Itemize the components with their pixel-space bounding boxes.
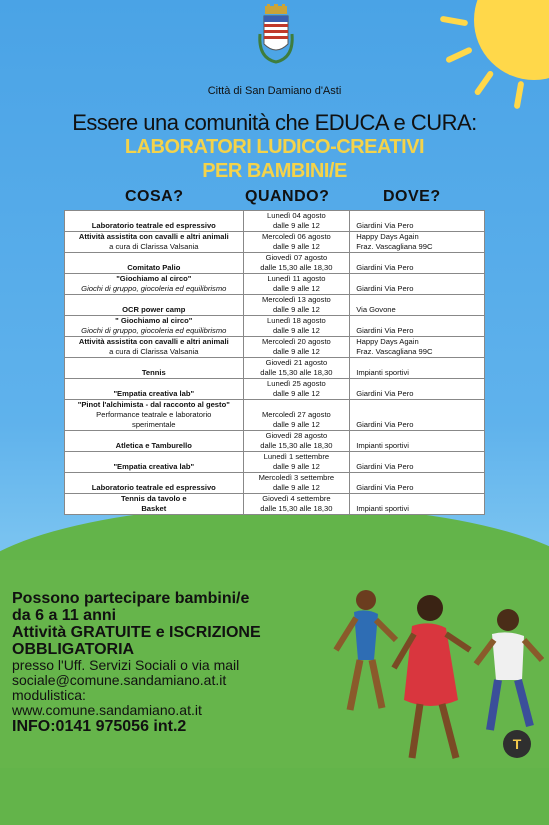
- table-row: [65, 494, 485, 515]
- eligibility-line: Possono partecipare bambini/e: [12, 590, 250, 607]
- website-link[interactable]: www.comune.sandamiano.at.it: [12, 702, 202, 718]
- place-cell: Via Govone: [350, 295, 485, 316]
- activity-cell: Attività assistita con cavalli e altri animali a cura di Clarissa Valsania: [65, 232, 244, 253]
- date-cell: Lunedì 1 settembre dalle 9 alle 12: [243, 452, 350, 473]
- table-row: [65, 295, 485, 316]
- date-cell: Giovedì 4 settembre dalle 15,30 alle 18,30: [243, 494, 350, 515]
- column-header-what: COSA?: [125, 188, 184, 205]
- table-row: [65, 452, 485, 473]
- table-row: [65, 358, 485, 379]
- place-cell: Giardini Via Pero: [350, 274, 485, 295]
- activity-cell: Laboratorio teatrale ed espressivo: [65, 211, 244, 232]
- subtitle-line-1: LABORATORI LUDICO-CREATIVI: [124, 136, 425, 158]
- date-cell: Lunedì 18 agosto dalle 9 alle 12: [243, 316, 350, 337]
- subtitle-line-2: PER BAMBINI/E: [202, 160, 347, 182]
- activity-cell: "Pinot l'alchimista - dal racconto al gesto" Performance teatrale e laboratorio sperimentale: [65, 400, 244, 431]
- table-row: [65, 253, 485, 274]
- table-row: [65, 232, 485, 253]
- column-header-when: QUANDO?: [245, 188, 330, 205]
- table-row: [65, 400, 485, 431]
- date-cell: Mercoledì 13 agosto dalle 9 alle 12: [243, 295, 350, 316]
- place-cell: Impianti sportivi: [350, 494, 485, 515]
- info-phone: INFO:0141 975056 int.2: [12, 718, 187, 735]
- place-cell: Giardini Via Pero: [350, 473, 485, 494]
- place-cell: Giardini Via Pero: [350, 253, 485, 274]
- activity-cell: Laboratorio teatrale ed espressivo: [65, 473, 244, 494]
- date-cell: Lunedì 04 agosto dalle 9 alle 12: [243, 211, 350, 232]
- free-activities: Attività GRATUITE e ISCRIZIONE: [12, 624, 261, 641]
- place-cell: Giardini Via Pero: [350, 400, 485, 431]
- place-cell: Giardini Via Pero: [350, 211, 485, 232]
- schedule-table: [64, 210, 485, 515]
- crest-icon: [256, 4, 296, 80]
- place-cell: Giardini Via Pero: [350, 452, 485, 473]
- svg-text:T: T: [512, 736, 522, 752]
- activity-cell: Tennis da tavolo e Basket: [65, 494, 244, 515]
- place-cell: Happy Days Again Fraz. Vascagliana 99C: [350, 232, 485, 253]
- activity-cell: "Empatia creativa lab": [65, 379, 244, 400]
- place-cell: Giardini Via Pero: [350, 379, 485, 400]
- table-row: [65, 473, 485, 494]
- email-address[interactable]: sociale@comune.sandamiano.at.it: [12, 672, 227, 688]
- table-row: [65, 316, 485, 337]
- activity-cell: Atletica e Tamburello: [65, 431, 244, 452]
- registration-where: presso l'Uff. Servizi Sociali o via mail: [12, 657, 240, 673]
- date-cell: Mercoledì 27 agosto dalle 9 alle 12: [243, 400, 350, 431]
- date-cell: Lunedì 11 agosto dalle 9 alle 12: [243, 274, 350, 295]
- activity-cell: Tennis: [65, 358, 244, 379]
- city-name: Città di San Damiano d'Asti: [207, 85, 342, 97]
- date-cell: Giovedì 21 agosto dalle 15,30 alle 18,30: [243, 358, 350, 379]
- place-cell: Impianti sportivi: [350, 431, 485, 452]
- table-row: [65, 379, 485, 400]
- logo-icon: [503, 730, 531, 758]
- activity-cell: Attività assistita con cavalli e altri animali a cura di Clarissa Valsania: [65, 337, 244, 358]
- forms-label: modulistica:: [12, 687, 86, 703]
- date-cell: Giovedì 07 agosto dalle 15,30 alle 18,30: [243, 253, 350, 274]
- page-title: Essere una comunità che EDUCA e CURA:: [72, 110, 477, 135]
- activity-cell: " Giochiamo al circo" Giochi di gruppo, giocoleria ed equilibrismo: [65, 316, 244, 337]
- place-cell: Impianti sportivi: [350, 358, 485, 379]
- date-cell: Lunedì 25 agosto dalle 9 alle 12: [243, 379, 350, 400]
- table-row: [65, 274, 485, 295]
- place-cell: Giardini Via Pero: [350, 316, 485, 337]
- date-cell: Mercoledì 20 agosto dalle 9 alle 12: [243, 337, 350, 358]
- activity-cell: OCR power camp: [65, 295, 244, 316]
- age-range: da 6 a 11 anni: [12, 607, 117, 624]
- place-cell: Happy Days Again Fraz. Vascagliana 99C: [350, 337, 485, 358]
- date-cell: Mercoledì 3 settembre dalle 9 alle 12: [243, 473, 350, 494]
- activity-cell: Comitato Palio: [65, 253, 244, 274]
- table-row: [65, 431, 485, 452]
- activity-cell: "Giochiamo al circo" Giochi di gruppo, giocoleria ed equilibrismo: [65, 274, 244, 295]
- registration-required: OBBLIGATORIA: [12, 641, 135, 658]
- table-row: [65, 337, 485, 358]
- info-block: [12, 590, 362, 736]
- date-cell: Giovedì 28 agosto dalle 15,30 alle 18,30: [243, 431, 350, 452]
- table-row: [65, 211, 485, 232]
- column-header-where: DOVE?: [383, 188, 441, 205]
- activity-cell: "Empatia creativa lab": [65, 452, 244, 473]
- date-cell: Mercoledì 06 agosto dalle 9 alle 12: [243, 232, 350, 253]
